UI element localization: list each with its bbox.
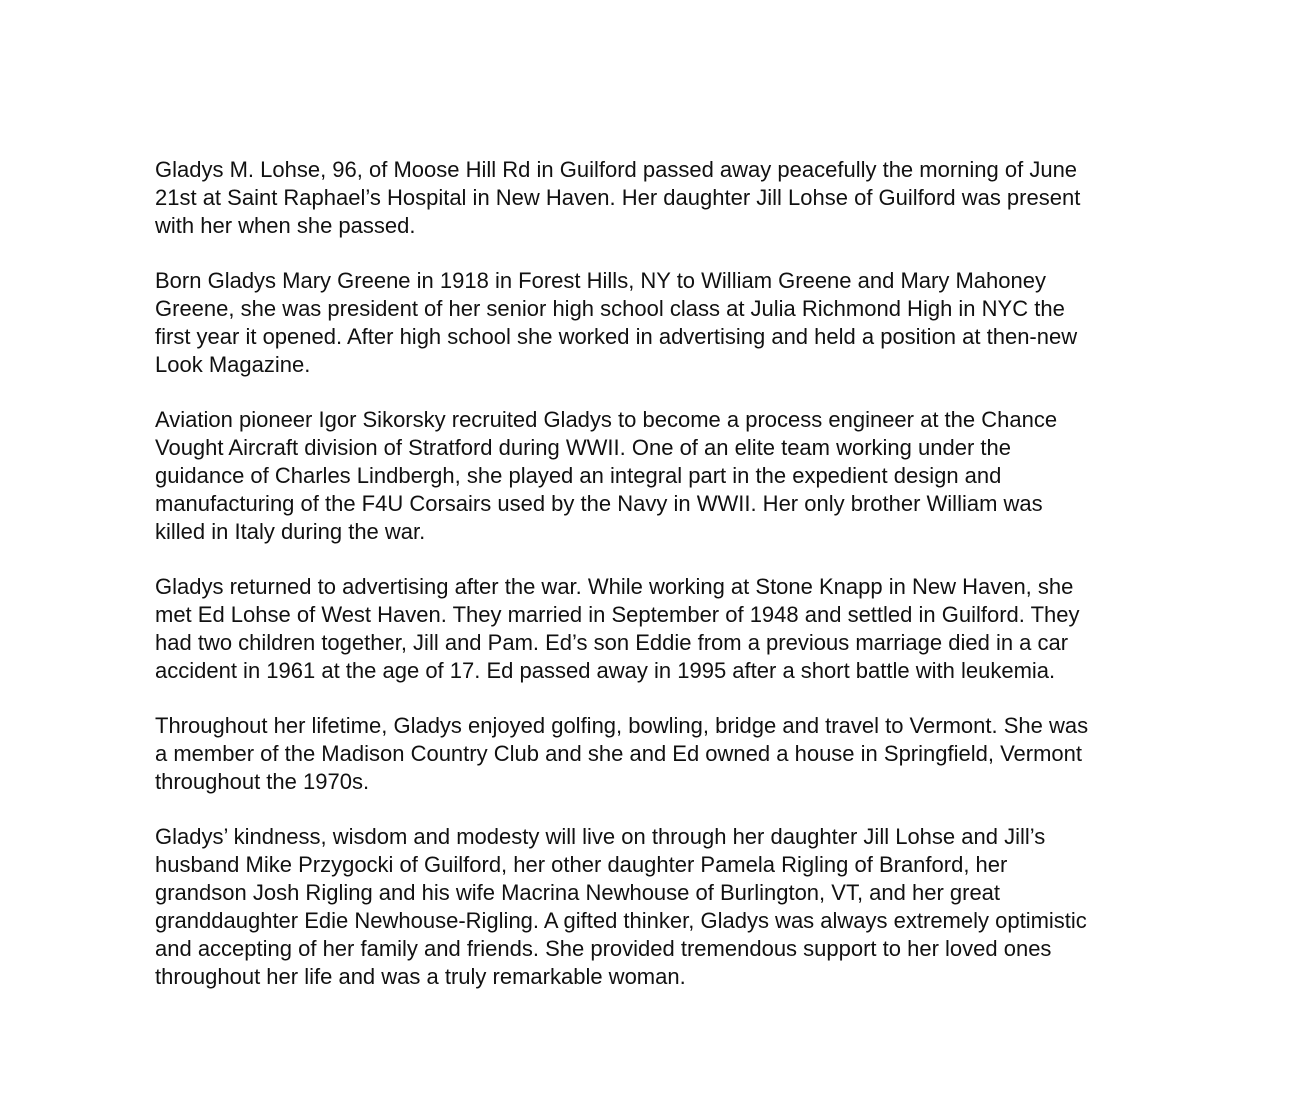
text-line: Gladys returned to advertising after the war. While working at Stone Knapp in New Haven, she (155, 574, 1074, 599)
text-line: and accepting of her family and friends. She provided tremendous support to her loved ones (155, 936, 1052, 961)
text-line: Gladys M. Lohse, 96, of Moose Hill Rd in Guilford passed away peacefully the morning of June (155, 157, 1078, 182)
text-line: first year it opened. After high school she worked in advertising and held a position at then-new (155, 324, 1078, 349)
text-line: husband Mike Przygocki of Guilford, her other daughter Pamela Rigling of Branford, her (155, 852, 1008, 877)
paragraph-early-life (155, 267, 1185, 379)
text-line: guidance of Charles Lindbergh, she played an integral part in the expedient design and (155, 463, 1002, 488)
text-line: Vought Aircraft division of Stratford during WWII. One of an elite team working under the (155, 435, 1011, 460)
text-line: a member of the Madison Country Club and she and Ed owned a house in Springfield, Vermont (155, 741, 1082, 766)
text-line: 21st at Saint Raphael’s Hospital in New Haven. Her daughter Jill Lohse of Guilford was present (155, 185, 1081, 210)
text-line: Look Magazine. (155, 352, 311, 377)
text-line: grandson Josh Rigling and his wife Macrina Newhouse of Burlington, VT, and her great (155, 880, 1001, 905)
text-line: Born Gladys Mary Greene in 1918 in Forest Hills, NY to William Greene and Mary Mahoney (155, 268, 1046, 293)
text-line: Greene, she was president of her senior high school class at Julia Richmond High in NYC the (155, 296, 1065, 321)
text-line: throughout the 1970s. (155, 769, 370, 794)
text-line: Throughout her lifetime, Gladys enjoyed golfing, bowling, bridge and travel to Vermont. She was (155, 713, 1089, 738)
paragraph-marriage-family (155, 573, 1185, 685)
text-line: met Ed Lohse of West Haven. They married in September of 1948 and settled in Guilford. They (155, 602, 1080, 627)
paragraph-death-notice (155, 156, 1185, 240)
paragraph-aviation-career (155, 406, 1185, 546)
paragraph-hobbies (155, 712, 1185, 796)
text-line: manufacturing of the F4U Corsairs used by the Navy in WWII. Her only brother William was (155, 491, 1043, 516)
text-line: granddaughter Edie Newhouse-Rigling. A gifted thinker, Gladys was always extremely optimistic (155, 908, 1087, 933)
text-line: accident in 1961 at the age of 17. Ed passed away in 1995 after a short battle with leukemia. (155, 658, 1056, 683)
paragraph-survivors (155, 823, 1185, 991)
text-line: with her when she passed. (155, 213, 416, 238)
text-line: had two children together, Jill and Pam. Ed’s son Eddie from a previous marriage died in a car (155, 630, 1069, 655)
text-line: Aviation pioneer Igor Sikorsky recruited Gladys to become a process engineer at the Chance (155, 407, 1058, 432)
text-line: Gladys’ kindness, wisdom and modesty will live on through her daughter Jill Lohse and Jill’s (155, 824, 1046, 849)
text-line: killed in Italy during the war. (155, 519, 426, 544)
text-line: throughout her life and was a truly remarkable woman. (155, 964, 686, 989)
obituary-document (155, 156, 1185, 1018)
